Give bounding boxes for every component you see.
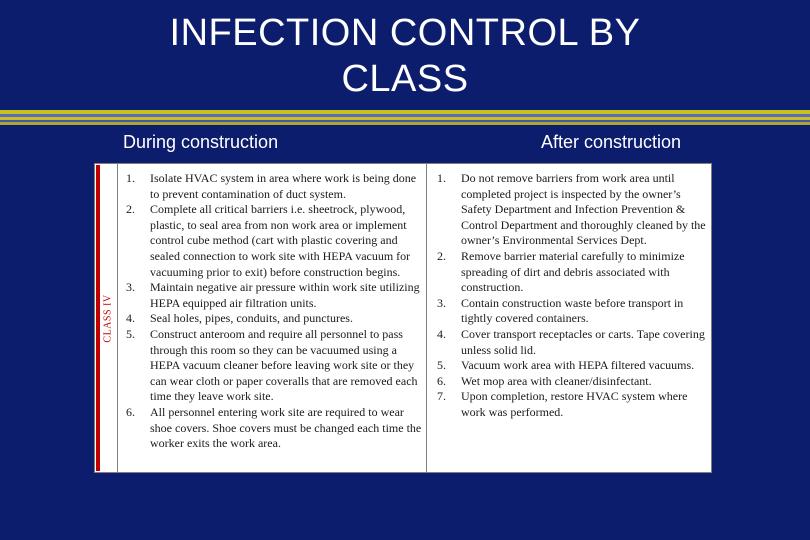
list-item [122, 280, 422, 311]
list-item-text: Vacuum work area with HEPA filtered vacuums. [461, 358, 695, 373]
list-item [433, 389, 709, 420]
list-item [122, 327, 422, 405]
class-color-band [96, 165, 100, 471]
list-item-number: 4. [126, 311, 135, 326]
divider-stripe [0, 122, 810, 125]
list-item [433, 296, 709, 327]
list-item [122, 171, 422, 202]
title-line-1: INFECTION CONTROL BY [169, 12, 641, 54]
list-item [433, 171, 709, 249]
list-item [433, 358, 709, 374]
list-item-text: Maintain negative air pressure within work site utilizing HEPA equipped air filtration units. [150, 280, 420, 310]
list-item-text: Upon completion, restore HVAC system where work was performed. [461, 389, 688, 419]
list-item-text: Construct anteroom and require all personnel to pass through this room so they can be vacuumed using a HEPA vacuum cleaner before leaving work site or they can wear cloth or paper coveralls that are removed each time they leave work site. [150, 326, 418, 404]
class-label: CLASS IV [102, 293, 114, 343]
slide-title [0, 10, 810, 102]
list-item-number: 5. [126, 326, 135, 341]
list-item-number: 1. [126, 171, 135, 185]
list-item [433, 374, 709, 390]
after-construction-heading: After construction [541, 132, 682, 152]
list-item-text: Seal holes, pipes, conduits, and punctures. [150, 311, 353, 326]
column-divider [117, 164, 118, 472]
list-item-text: Isolate HVAC system in area where work is being done to prevent contamination of duct system. [150, 171, 417, 201]
list-item-text: Contain construction waste before transport in tightly covered containers. [461, 295, 684, 326]
list-item-number: 7. [437, 389, 446, 404]
title-line-2: CLASS [341, 58, 469, 100]
during-construction-heading: During construction [123, 132, 279, 152]
list-item [122, 311, 422, 327]
column-divider [426, 164, 427, 472]
list-item [122, 202, 422, 280]
class-sidebar [95, 164, 117, 472]
list-item-number: 4. [437, 326, 446, 341]
list-item [433, 327, 709, 358]
list-item-text: Remove barrier material carefully to minimize spreading of dirt and debris associated with construction. [461, 248, 685, 295]
list-item-text: All personnel entering work site are required to wear shoe covers. Shoe covers must be changed each time the worker exits the work area. [150, 404, 422, 451]
after-construction-list [433, 171, 709, 421]
list-item-text: Cover transport receptacles or carts. Tape covering unless solid lid. [461, 326, 705, 357]
class-iv-table [94, 163, 712, 473]
list-item-text: Complete all critical barriers i.e. sheetrock, plywood, plastic, to seal area from non work area or implement control cube method (cart with plastic covering and sealed connection to work site with HEPA vacuum for vacuuming prior to exit) before construction begins. [150, 202, 411, 279]
list-item-number: 3. [437, 295, 446, 310]
list-item-number: 5. [437, 358, 446, 373]
list-item-text: Do not remove barriers from work area until completed project is inspected by the owner’s Safety Department and Infection Prevention & Control Department and thoroughly cleaned by the owner’s Environmental Services Dept. [461, 171, 706, 248]
list-item-number: 2. [126, 202, 135, 217]
list-item [122, 405, 422, 452]
during-construction-list [122, 171, 422, 452]
list-item [433, 249, 709, 296]
list-item-number: 6. [437, 373, 446, 388]
list-item-number: 1. [437, 171, 446, 185]
list-item-number: 2. [437, 248, 446, 263]
list-item-text: Wet mop area with cleaner/disinfectant. [461, 373, 652, 388]
list-item-number: 6. [126, 404, 135, 419]
list-item-number: 3. [126, 280, 135, 295]
